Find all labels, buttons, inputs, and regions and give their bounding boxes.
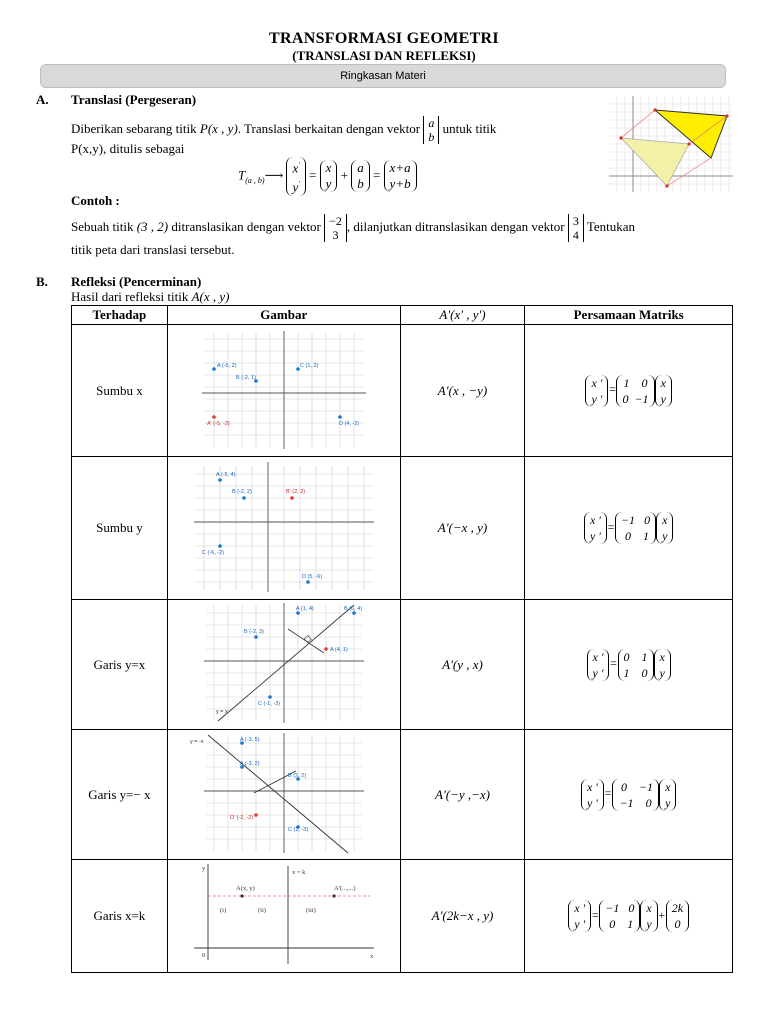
v2-top: 3	[572, 214, 579, 228]
sumbu-x-figure	[184, 327, 384, 451]
m11: −1	[605, 901, 620, 915]
formula-sub: (a , b)	[245, 175, 265, 185]
row-matrix	[525, 325, 733, 457]
label-c: C (1, -3)	[287, 826, 308, 833]
label-a-prime: A (4, 1)	[329, 646, 348, 653]
arrow-icon: ⟶	[264, 167, 284, 183]
label-d: D (4, -2)	[338, 420, 359, 427]
label-ii: (ii)	[257, 907, 266, 914]
text-then: , dilanjutkan ditranslasikan dengan vektor	[346, 218, 565, 234]
garis-y-minus-x-figure	[184, 731, 384, 855]
matrix-equation: x ' y '= −1 0 0 1x y+ 2k 0	[568, 908, 689, 922]
label-line: y = -x	[189, 738, 204, 745]
m12: 0	[641, 375, 648, 390]
label-a: A (-5, 2)	[216, 362, 237, 369]
summary-banner: Ringkasan Materi	[40, 64, 726, 88]
formula-t: T	[238, 167, 246, 183]
label-iii: (iii)	[305, 907, 316, 914]
row-figure	[167, 730, 400, 860]
m11: −1	[620, 513, 636, 527]
text-given: Diberikan sebarang titik	[71, 120, 197, 136]
row-image: A'(−x , y)	[400, 457, 525, 600]
reflection-table	[71, 305, 733, 973]
example-line2: titik peta dari translasi tersebut.	[71, 242, 235, 257]
row-terhadap: Garis y=− x	[72, 730, 168, 860]
header-gambar: Gambar	[167, 306, 400, 325]
m22: −1	[634, 391, 649, 406]
example-point: (3 , 2)	[136, 218, 169, 234]
label-b: B (-2, 3)	[243, 628, 264, 635]
label-a-prime: A' (-5, -2)	[206, 420, 230, 427]
translation-figure	[609, 96, 733, 192]
add-top: 2k	[671, 901, 684, 915]
text-a-point: Sebuah titik	[71, 218, 134, 234]
row-terhadap-text: Garis y=x	[93, 656, 146, 672]
row-terhadap: Sumbu x	[72, 325, 168, 457]
v1-bot: 3	[332, 228, 339, 242]
label-a: A (-3, 5)	[239, 736, 260, 743]
label-origin: 0	[201, 952, 205, 959]
text-translation: . Translasi berkaitan dengan vektor	[237, 120, 421, 136]
row-terhadap: Sumbu y	[72, 457, 168, 600]
label-a: A (-5, 4)	[215, 472, 236, 478]
section-b-intro	[71, 289, 229, 305]
m11: 0	[623, 649, 630, 664]
label-c: C (1, 2)	[299, 362, 319, 369]
m21: −1	[619, 795, 634, 810]
label-c: C (-6, -2)	[201, 550, 224, 556]
matrix-equation: x ' y '= 0 1 1 0x y	[587, 656, 671, 670]
m21: 0	[622, 391, 629, 406]
m11: 1	[623, 375, 630, 390]
section-a-line1	[71, 116, 601, 144]
vector-b: b	[428, 130, 435, 144]
row-figure	[167, 600, 400, 730]
table-row	[72, 860, 733, 973]
formula-xy: x y	[320, 160, 338, 192]
row-figure	[167, 860, 400, 973]
formula-ab: a b	[351, 160, 370, 192]
section-a-title: Translasi (Pergeseran)	[71, 92, 197, 107]
label-i: (i)	[219, 907, 226, 914]
point-p: P(x , y)	[199, 120, 238, 136]
example-vector1	[324, 214, 347, 242]
label-x-k: x = k	[291, 869, 306, 876]
formula-xy-prime: x' y'	[286, 157, 305, 196]
label-b: B (2, 2)	[287, 772, 306, 779]
v2-bot: 4	[572, 228, 579, 242]
text-for-point: untuk titik	[442, 120, 497, 136]
table-row	[72, 730, 733, 860]
section-b-title: Refleksi (Pencerminan)	[71, 274, 202, 289]
label-a2: A (-3, 2)	[239, 760, 260, 767]
example-line1	[71, 214, 736, 242]
vector-a: a	[428, 116, 435, 130]
sumbu-y-figure	[184, 458, 384, 594]
table-row	[72, 600, 733, 730]
table-row	[72, 325, 733, 457]
label-a: A(x, y)	[235, 885, 255, 892]
label-d: D (5, -6)	[301, 574, 322, 580]
garis-y-x-figure	[184, 601, 384, 725]
m22: 1	[627, 917, 634, 931]
label-d-prime: D' (-2, -2)	[229, 814, 253, 821]
header-terhadap: Terhadap	[72, 306, 168, 325]
m12: 1	[641, 649, 648, 664]
row-matrix	[525, 457, 733, 600]
matrix-equation: x ' y '= −1 0 0 1x y	[584, 520, 673, 534]
page-subtitle: (TRANSLASI DAN REFLEKSI)	[292, 48, 476, 63]
label-a: A (1, 4)	[295, 605, 314, 612]
m12: 0	[628, 901, 635, 915]
row-image: A'(y , x)	[400, 600, 525, 730]
label-a-prime: A'(...,...)	[333, 885, 356, 892]
row-image: A'(2k−x , y)	[400, 860, 525, 973]
label-y-axis: y	[201, 865, 205, 872]
row-terhadap: Garis x=k	[72, 860, 168, 973]
text-determine: Tentukan	[586, 218, 636, 234]
v1-top: −2	[329, 214, 342, 228]
m22: 0	[645, 795, 652, 810]
vector-ab	[423, 116, 439, 144]
example-vector2	[568, 214, 584, 242]
m22: 1	[643, 529, 649, 543]
text-translated-by: ditranslasikan dengan vektor	[171, 218, 321, 234]
row-matrix	[525, 860, 733, 973]
matrix-equation: x ' y '= 0 −1 −1 0x y	[581, 786, 676, 800]
row-terhadap	[72, 600, 168, 730]
label-c: C (-1, -3)	[257, 700, 280, 707]
row-figure	[167, 325, 400, 457]
label-b: B (-2, 2)	[231, 489, 252, 495]
table-header-row	[72, 306, 733, 325]
m21: 0	[625, 529, 631, 543]
page-title: TRANSFORMASI GEOMETRI	[269, 30, 499, 47]
label-line: y = x	[215, 708, 228, 715]
section-b-number: B.	[36, 274, 48, 289]
intro-text: Hasil dari refleksi titik	[71, 289, 189, 304]
header-image: A'(x' , y')	[400, 306, 525, 325]
row-image: A'(−y ,−x)	[400, 730, 525, 860]
formula-result: x+a y+b	[384, 160, 417, 192]
row-matrix	[525, 730, 733, 860]
header-matrix: Persamaan Matriks	[525, 306, 733, 325]
intro-point: A(x , y)	[191, 289, 230, 304]
label-x-axis: x	[369, 953, 373, 960]
section-a-line2: P(x,y), ditulis sebagai	[71, 141, 185, 156]
row-image: A'(x , −y)	[400, 325, 525, 457]
row-figure	[167, 457, 400, 600]
m21: 1	[623, 665, 630, 680]
m21: 0	[609, 917, 616, 931]
translation-formula: $T_{(a , b)}⟶$ x' y' = x y + a b = x+a y+b	[238, 157, 417, 196]
label-b: B (-2, 1)	[235, 374, 256, 381]
table-row	[72, 457, 733, 600]
matrix-equation: x ' y '= 1 0 0 −1x y	[585, 382, 671, 396]
garis-x-k-figure	[184, 860, 384, 968]
m11: 0	[620, 779, 627, 794]
example-label: Contoh :	[71, 193, 120, 208]
label-b-prime: B' (2, 2)	[285, 489, 305, 495]
section-a-number: A.	[36, 92, 49, 107]
m12: −1	[638, 779, 654, 794]
label-b2: B (6, 4)	[343, 605, 362, 612]
row-matrix	[525, 600, 733, 730]
add-bot: 0	[674, 917, 681, 931]
m22: 0	[641, 665, 648, 680]
m12: 0	[644, 513, 651, 527]
